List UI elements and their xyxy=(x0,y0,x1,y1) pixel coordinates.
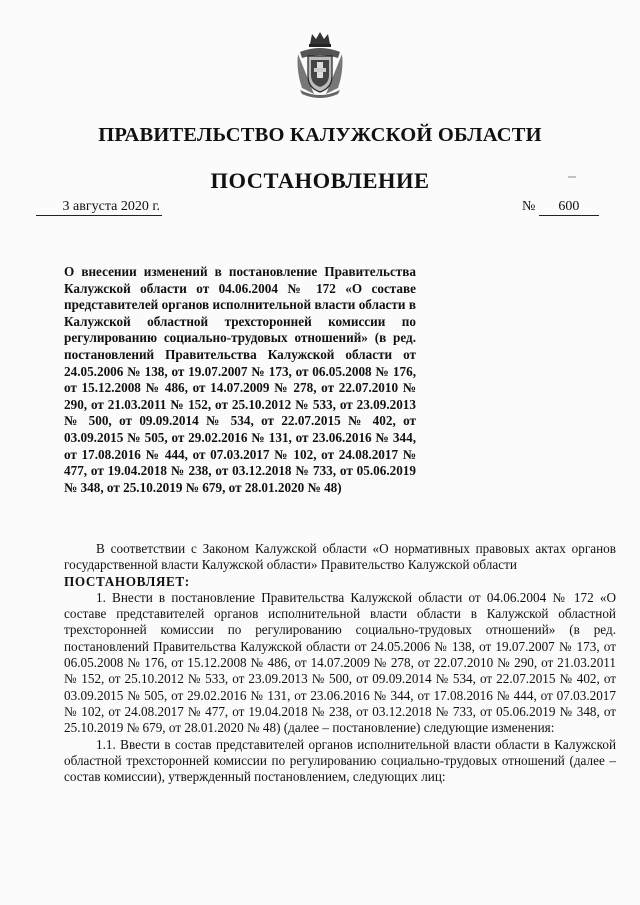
preamble-paragraph xyxy=(64,541,616,574)
document-date: 3 августа 2020 г. xyxy=(36,198,162,216)
government-title: ПРАВИТЕЛЬСТВО КАЛУЖСКОЙ ОБЛАСТИ xyxy=(98,124,542,146)
item-1-paragraph: 1. Внести в постановление Правительства Калужской области от 04.06.2004 № 172 «О составе представителей органов исполнительной власти области в Калужской областной трехсторонней комиссии по регулированию социально-трудовых отношений» (в ред. постановлений Правительства Калужской области от 24.05.2006 № 138, от 19.07.2007 № 173, от 06.05.2008 № 176, от 15.12.2008 № 486, от 14.07.2009 № 278, от 22.07.2010 № 290, от 21.03.2011 № 152, от 25.10.2012 № 533, от 23.09.2013 № 500, от 09.09.2014 № 534, от 22.07.2015 № 402, от 03.09.2015 № 505, от 29.02.2016 № 131, от 23.06.2016 № 344, от 17.08.2016 № 444, от 07.03.2017 № 102, от 24.08.2017 № 477, от 19.04.2018 № 238, от 03.12.2018 № 733, от 05.06.2019 № 348, от 25.10.2019 № 679, от 28.01.2020 № 48) (далее – постановление) следующие изменения: xyxy=(64,589,616,736)
document-type: ПОСТАНОВЛЕНИЕ xyxy=(210,168,430,193)
document-number xyxy=(522,198,614,216)
preamble-text: В соответствии с Законом Калужской области «О нормативных правовых актах органов государственной власти Калужской области» Правительство Калужской области xyxy=(64,541,616,573)
number-prefix: № xyxy=(522,199,536,214)
coat-of-arms-icon xyxy=(292,30,348,98)
document-subject: О внесении изменений в постановление Правительства Калужской области от 04.06.2004 № 172 «О составе представителей органов исполнительной власти области в Калужской областной трехсторонней комиссии по регулированию социально-трудовых отношений» (в ред. постановлений Правительства Калужской области от 24.05.2006 № 138, от 19.07.2007 № 173, от 06.05.2008 № 176, от 15.12.2008 № 486, от 14.07.2009 № 278, от 22.07.2010 № 290, от 21.03.2011 № 152, от 25.10.2012 № 533, от 23.09.2013 № 500, от 09.09.2014 № 534, от 22.07.2015 № 402, от 03.09.2015 № 505, от 29.02.2016 № 131, от 23.06.2016 № 344, от 17.08.2016 № 444, от 07.03.2017 № 102, от 24.08.2017 № 477, от 19.04.2018 № 238, от 03.12.2018 № 733, от 05.06.2019 № 348, от 25.10.2019 № 679, от 28.01.2020 № 48) xyxy=(64,264,416,495)
decree-word: ПОСТАНОВЛЯЕТ: xyxy=(64,573,190,589)
document-body xyxy=(64,541,616,785)
item-1-1-paragraph: 1.1. Ввести в состав представителей органов исполнительной власти области в Калужской областной трехсторонней комиссии по регулированию социально-трудовых отношений (далее – состав комиссии), утвержденный постановлением, следующих лиц: xyxy=(64,736,616,785)
number-value: 600 xyxy=(539,198,599,216)
scan-mark xyxy=(568,176,576,178)
